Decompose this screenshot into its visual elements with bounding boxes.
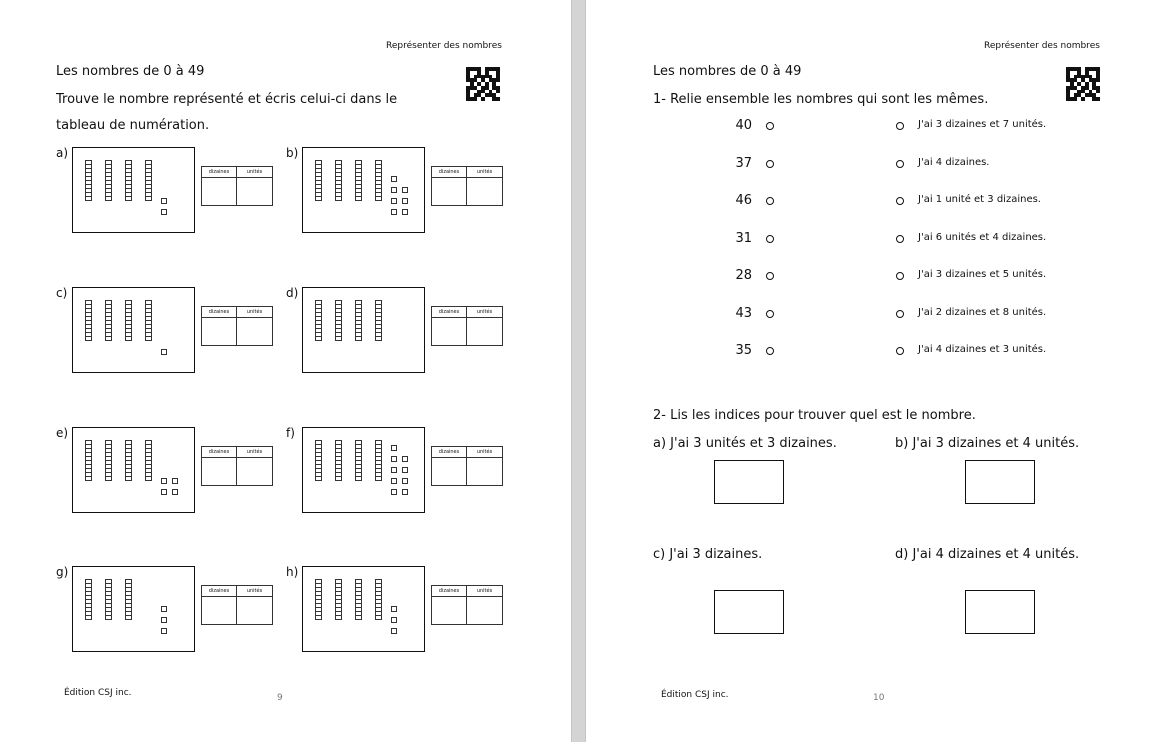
match-dot-left[interactable] xyxy=(766,160,774,168)
tens-header: dizaines xyxy=(202,307,237,318)
unit-cube xyxy=(161,349,167,355)
match-dot-left[interactable] xyxy=(766,272,774,280)
match-dot-right[interactable] xyxy=(896,197,904,205)
page-number: 9 xyxy=(277,693,283,703)
match-number: 40 xyxy=(735,118,752,133)
place-value-table xyxy=(201,306,273,346)
tens-header: dizaines xyxy=(202,447,237,458)
ten-rod xyxy=(315,579,322,620)
units-answer-cell[interactable] xyxy=(237,458,272,485)
match-number: 35 xyxy=(735,343,752,358)
page-gutter xyxy=(571,0,586,742)
exercise-label: f) xyxy=(286,426,295,440)
unit-cube xyxy=(161,617,167,623)
tens-header: dizaines xyxy=(432,447,467,458)
match-dot-left[interactable] xyxy=(766,310,774,318)
match-dot-left[interactable] xyxy=(766,122,774,130)
ten-rod xyxy=(85,300,92,341)
ten-rod xyxy=(355,300,362,341)
match-number: 43 xyxy=(735,305,752,321)
exercise-label: h) xyxy=(286,565,299,579)
place-value-table xyxy=(201,446,273,486)
units-header: unités xyxy=(237,307,272,318)
unit-cube xyxy=(402,456,408,462)
match-number: 37 xyxy=(735,155,752,171)
ten-rod xyxy=(85,579,92,620)
qr-code-icon xyxy=(1066,67,1100,101)
unit-cube xyxy=(391,176,397,182)
exercise-label: b) xyxy=(286,146,299,160)
page-title: Les nombres de 0 à 49 xyxy=(653,64,802,79)
clue-c: c) J'ai 3 dizaines. xyxy=(653,547,763,562)
tens-answer-cell[interactable] xyxy=(432,318,467,345)
place-value-table xyxy=(431,585,503,625)
match-statement: J'ai 1 unité et 3 dizaines. xyxy=(918,194,1041,205)
match-dot-right[interactable] xyxy=(896,122,904,130)
match-statement: J'ai 6 unités et 4 dizaines. xyxy=(918,231,1047,243)
match-number: 31 xyxy=(735,230,752,246)
tens-header: dizaines xyxy=(432,167,467,178)
units-answer-cell[interactable] xyxy=(237,318,272,345)
exercise-label: g) xyxy=(56,565,69,579)
unit-cube xyxy=(402,478,408,484)
ten-rod xyxy=(335,300,342,341)
page-header: Représenter des nombres xyxy=(984,41,1100,51)
unit-cube xyxy=(402,209,408,215)
units-answer-cell[interactable] xyxy=(237,597,272,624)
tens-header: dizaines xyxy=(432,586,467,597)
unit-cube xyxy=(402,467,408,473)
tens-answer-cell[interactable] xyxy=(432,597,467,624)
tens-answer-cell[interactable] xyxy=(202,597,237,624)
qr-code-icon xyxy=(466,67,500,101)
units-header: unités xyxy=(237,447,272,458)
unit-cube xyxy=(402,187,408,193)
ten-rod xyxy=(315,300,322,341)
footer-publisher: Édition CSJ inc. xyxy=(64,688,132,698)
footer-publisher: Édition CSJ inc. xyxy=(661,690,729,700)
tens-answer-cell[interactable] xyxy=(202,458,237,485)
units-header: unités xyxy=(237,167,272,178)
exercise-label: e) xyxy=(56,426,69,440)
units-header: unités xyxy=(467,447,502,458)
unit-cube xyxy=(172,478,178,484)
page-header: Représenter des nombres xyxy=(386,41,502,51)
place-value-table xyxy=(201,585,273,625)
base-ten-blocks-box xyxy=(72,147,195,233)
match-dot-right[interactable] xyxy=(896,272,904,280)
unit-cube xyxy=(161,628,167,634)
clue-a: a) J'ai 3 unités et 3 dizaines. xyxy=(653,436,837,451)
ten-rod xyxy=(335,440,342,481)
ten-rod xyxy=(125,160,132,201)
instruction-line-1: Trouve le nombre représenté et écris celui-ci dans le xyxy=(56,92,398,107)
base-ten-blocks-box xyxy=(302,427,425,513)
answer-box-a[interactable] xyxy=(714,460,784,504)
ten-rod xyxy=(105,579,112,620)
match-statement: J'ai 4 dizaines et 3 unités. xyxy=(918,344,1047,355)
tens-header: dizaines xyxy=(202,167,237,178)
place-value-table xyxy=(431,166,503,206)
base-ten-blocks-box xyxy=(302,147,425,233)
clue-d: d) J'ai 4 dizaines et 4 unités. xyxy=(895,547,1080,562)
exercise-label: d) xyxy=(286,286,299,300)
ten-rod xyxy=(125,300,132,341)
units-header: unités xyxy=(467,586,502,597)
unit-cube xyxy=(391,467,397,473)
base-ten-blocks-box xyxy=(72,566,195,652)
unit-cube xyxy=(172,489,178,495)
unit-cube xyxy=(391,489,397,495)
ten-rod xyxy=(335,160,342,201)
match-dot-right[interactable] xyxy=(896,347,904,355)
ten-rod xyxy=(375,300,382,341)
unit-cube xyxy=(391,606,397,612)
ten-rod xyxy=(105,160,112,201)
units-header: unités xyxy=(467,167,502,178)
answer-box-b[interactable] xyxy=(965,460,1035,504)
unit-cube xyxy=(391,617,397,623)
base-ten-blocks-box xyxy=(302,566,425,652)
match-dot-right[interactable] xyxy=(896,310,904,318)
units-header: unités xyxy=(237,586,272,597)
tens-header: dizaines xyxy=(432,307,467,318)
match-number: 28 xyxy=(735,268,752,283)
question-2: 2- Lis les indices pour trouver quel est le nombre. xyxy=(653,408,976,423)
ten-rod xyxy=(85,440,92,481)
page-number: 10 xyxy=(873,693,885,703)
unit-cube xyxy=(391,198,397,204)
ten-rod xyxy=(375,160,382,201)
match-dot-right[interactable] xyxy=(896,235,904,243)
ten-rod xyxy=(315,160,322,201)
answer-box-d[interactable] xyxy=(965,590,1035,634)
units-header: unités xyxy=(467,307,502,318)
ten-rod xyxy=(355,440,362,481)
unit-cube xyxy=(161,489,167,495)
match-dot-right[interactable] xyxy=(896,160,904,168)
ten-rod xyxy=(145,440,152,481)
ten-rod xyxy=(335,579,342,620)
ten-rod xyxy=(105,300,112,341)
match-statement: J'ai 3 dizaines et 5 unités. xyxy=(918,269,1047,280)
exercise-label: c) xyxy=(56,286,68,300)
ten-rod xyxy=(315,440,322,481)
units-answer-cell[interactable] xyxy=(467,458,502,485)
unit-cube xyxy=(391,456,397,462)
units-answer-cell[interactable] xyxy=(467,597,502,624)
match-dot-left[interactable] xyxy=(766,197,774,205)
match-statement: J'ai 4 dizaines. xyxy=(918,156,990,168)
ten-rod xyxy=(145,160,152,201)
ten-rod xyxy=(355,160,362,201)
unit-cube xyxy=(161,606,167,612)
match-number: 46 xyxy=(735,193,752,208)
unit-cube xyxy=(161,478,167,484)
ten-rod xyxy=(105,440,112,481)
base-ten-blocks-box xyxy=(72,427,195,513)
unit-cube xyxy=(391,478,397,484)
question-1: 1- Relie ensemble les nombres qui sont les mêmes. xyxy=(653,92,989,107)
worksheet-page-9 xyxy=(0,0,571,742)
unit-cube xyxy=(391,445,397,451)
ten-rod xyxy=(85,160,92,201)
exercise-label: a) xyxy=(56,146,69,160)
tens-answer-cell[interactable] xyxy=(202,178,237,205)
clue-b: b) J'ai 3 dizaines et 4 unités. xyxy=(895,436,1080,451)
tens-answer-cell[interactable] xyxy=(432,178,467,205)
place-value-table xyxy=(431,306,503,346)
ten-rod xyxy=(145,300,152,341)
tens-answer-cell[interactable] xyxy=(202,318,237,345)
tens-answer-cell[interactable] xyxy=(432,458,467,485)
unit-cube xyxy=(391,628,397,634)
unit-cube xyxy=(391,209,397,215)
unit-cube xyxy=(402,198,408,204)
instruction-line-2: tableau de numération. xyxy=(56,118,210,133)
unit-cube xyxy=(391,187,397,193)
ten-rod xyxy=(355,579,362,620)
match-dot-left[interactable] xyxy=(766,347,774,355)
match-dot-left[interactable] xyxy=(766,235,774,243)
unit-cube xyxy=(402,489,408,495)
worksheet-page-10 xyxy=(586,0,1166,742)
place-value-table xyxy=(201,166,273,206)
ten-rod xyxy=(125,440,132,481)
ten-rod xyxy=(375,440,382,481)
tens-header: dizaines xyxy=(202,586,237,597)
match-statement: J'ai 3 dizaines et 7 unités. xyxy=(918,119,1047,130)
units-answer-cell[interactable] xyxy=(467,318,502,345)
base-ten-blocks-box xyxy=(302,287,425,373)
units-answer-cell[interactable] xyxy=(237,178,272,205)
unit-cube xyxy=(161,209,167,215)
place-value-table xyxy=(431,446,503,486)
ten-rod xyxy=(375,579,382,620)
base-ten-blocks-box xyxy=(72,287,195,373)
unit-cube xyxy=(161,198,167,204)
page-title: Les nombres de 0 à 49 xyxy=(56,64,205,79)
ten-rod xyxy=(125,579,132,620)
units-answer-cell[interactable] xyxy=(467,178,502,205)
answer-box-c[interactable] xyxy=(714,590,784,634)
match-statement: J'ai 2 dizaines et 8 unités. xyxy=(918,306,1047,318)
